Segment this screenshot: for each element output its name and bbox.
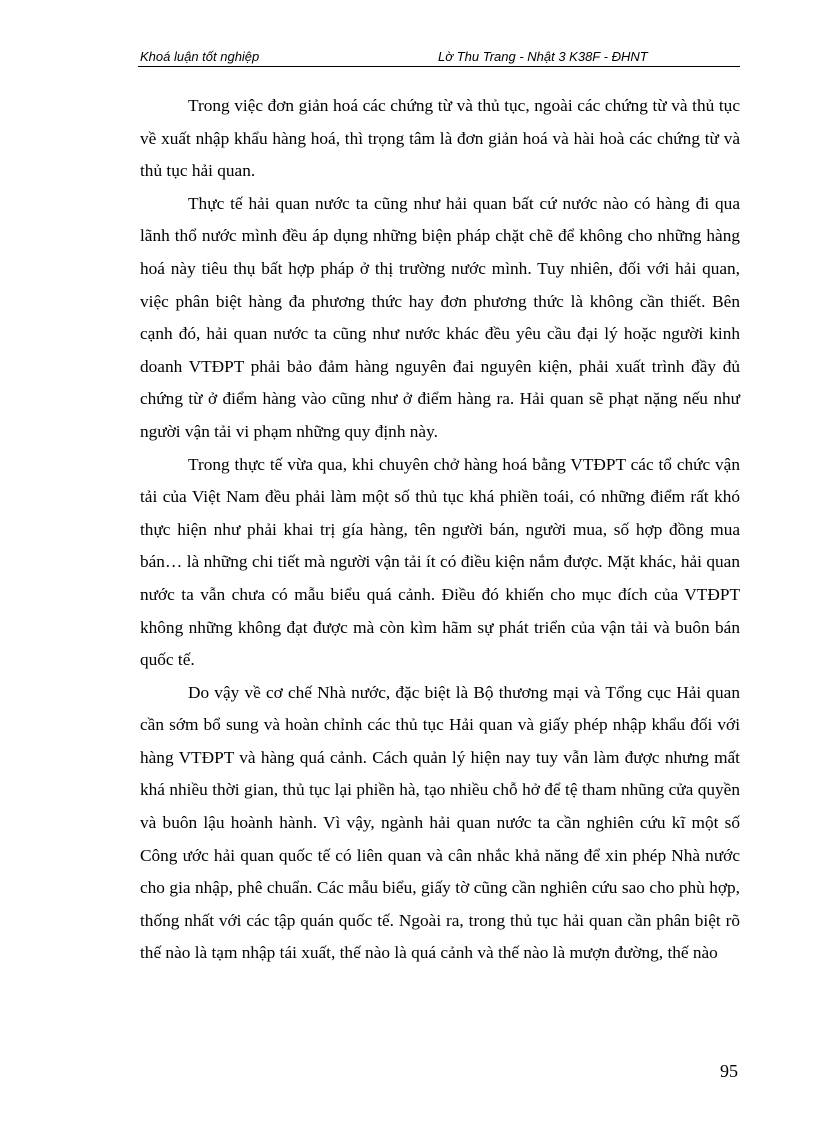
paragraph-2: Thực tế hải quan nước ta cũng như hải quan bất cứ nước nào có hàng đi qua lãnh thổ nước mình đều áp dụng những biện pháp chặt chẽ để không cho những hàng hoá này tiêu thụ bất hợp pháp ở thị trường nước mình. Tuy nhiên, đối với hải quan, việc phân biệt hàng đa phương thức hay đơn phương thức là không cần thiết. Bên cạnh đó, hải quan nước ta cũng như nước khác đều yêu cầu đại lý hoặc người kinh doanh VTĐPT phải bảo đảm hàng nguyên đai nguyên kiện, phải xuất trình đầy đủ chứng từ ở điểm hàng vào cũng như ở điểm hàng ra. Hải quan sẽ phạt nặng nếu như người vận tải vi phạm những quy định này. [140,193,740,441]
paragraph-1: Trong việc đơn giản hoá các chứng từ và thủ tục, ngoài các chứng từ và thủ tục về xuất nhập khẩu hàng hoá, thì trọng tâm là đơn giản hoá và hài hoà các chứng từ và thủ tục hải quan. [140,96,740,181]
paragraph-4: Do vậy về cơ chế Nhà nước, đặc biệt là Bộ thương mại và Tổng cục Hải quan cần sớm bổ sung và hoàn chỉnh các thủ tục Hải quan và giấy phép nhập khẩu đối với hàng VTĐPT và hàng quá cảnh. Cách quản lý hiện nay tuy vẫn làm được nhưng mất khá nhiều thời gian, thủ tục lại phiền hà, tạo nhiều chỗ hở để tệ tham nhũng cửa quyền và buôn lậu hoành hành. Vì vậy, ngành hải quan nước ta cần nghiên cứu kĩ một số Công ước hải quan quốc tế có liên quan và cân nhắc khả năng để xin phép Nhà nước cho gia nhập, phê chuẩn. Các mẫu biểu, giấy tờ cũng cần nghiên cứu sao cho phù hợp, thống nhất với các tập quán quốc tế. Ngoài ra, trong thủ tục hải quan cần phân biệt rõ thế nào là tạm nhập tái xuất, thế nào là quá cảnh và thế nào là mượn đường, thế nào [140,682,740,963]
page-header [138,48,740,67]
body-text [140,90,740,970]
header-thesis-label: Khoá luận tốt nghiệp [140,49,260,64]
page-number: 95 [720,1061,738,1081]
header-author: Lờ Thu Trang - Nhật 3 K38F - ĐHNT [438,49,648,64]
paragraph-3: Trong thực tế vừa qua, khi chuyên chở hàng hoá bằng VTĐPT các tổ chức vận tải của Việt Nam đều phải làm một số thủ tục khá phiền toái, có những điểm rất khó thực hiện như phải khai trị gía hàng, tên người bán, người mua, số hợp đồng mua bán… là những chi tiết mà người vận tải ít có điều kiện nắm được. Mặt khác, hải quan nước ta vẫn chưa có mẫu biểu quá cảnh. Điều đó khiến cho mục đích của VTĐPT không những không đạt được mà còn kìm hãm sự phát triển của vận tải và buôn bán quốc tế. [140,454,740,670]
